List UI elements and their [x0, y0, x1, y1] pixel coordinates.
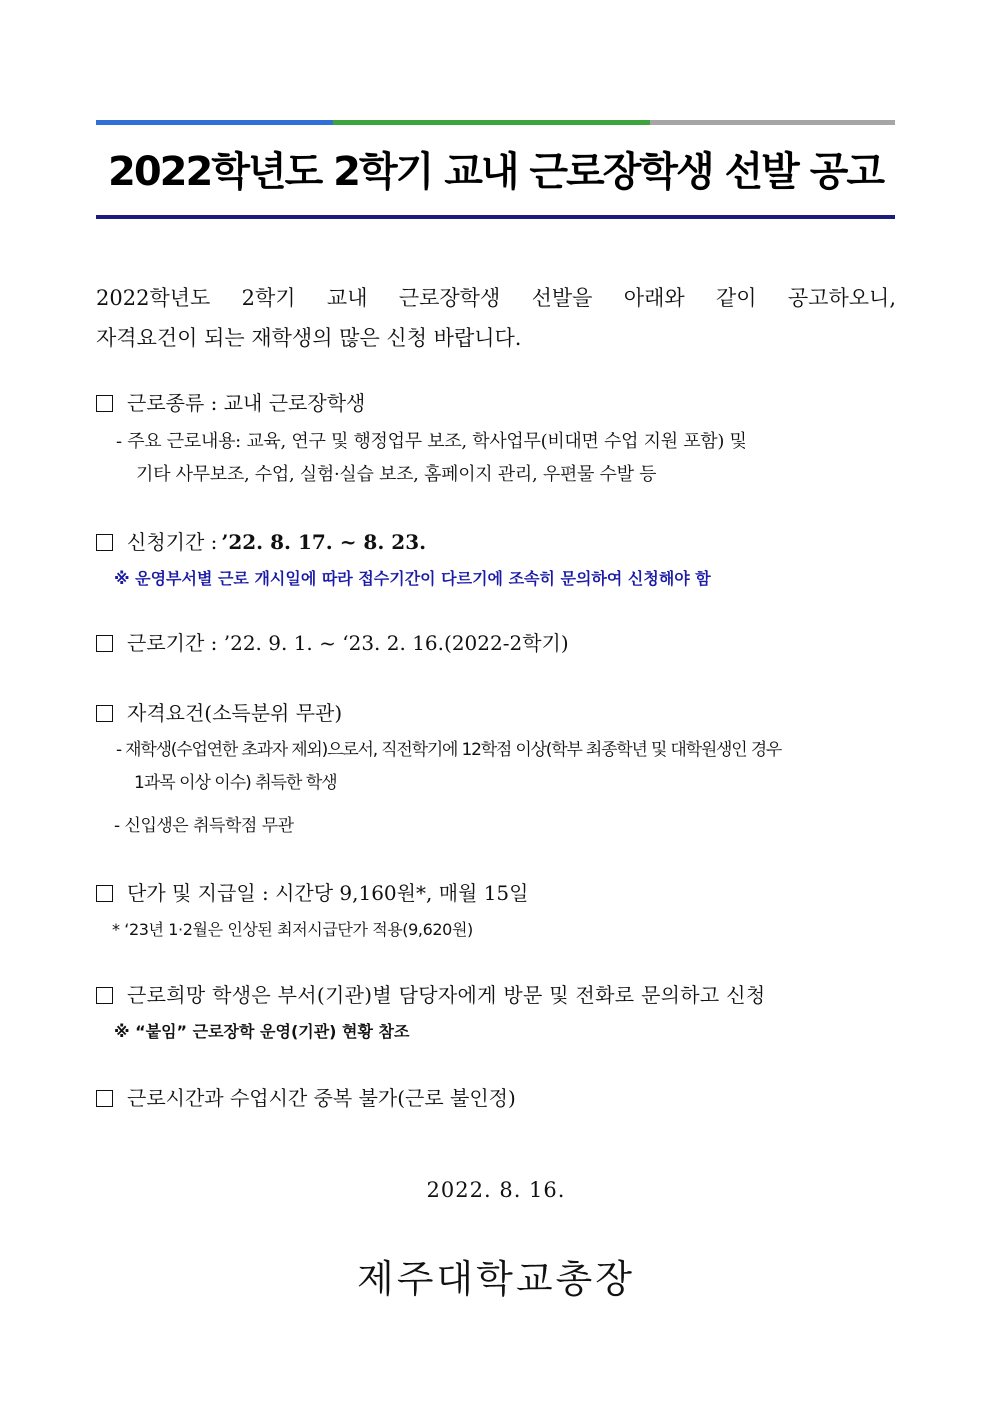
eligibility-detail-2: 1과목 이상 이수) 취득한 학생: [134, 773, 337, 793]
intro-paragraph: [96, 278, 896, 358]
title-bar-gray: [650, 120, 895, 125]
title-color-bar: [96, 120, 895, 125]
notice-date: 2022. 8. 16.: [426, 1178, 566, 1202]
section-work-period: [96, 628, 906, 658]
apply-period-note: ※ 운영부서별 근로 개시일에 따라 접수기간이 다르기에 조속히 문의하여 신청해야 함: [114, 569, 711, 588]
title-bar-blue: [96, 120, 333, 125]
checkbox-icon: [96, 885, 113, 902]
apply-period-label: 신청기간 :: [127, 530, 218, 554]
section-pay: [96, 878, 906, 944]
intro-line-1: 2022학년도 2학기 교내 근로장학생 선발을 아래와 같이 공고하오니,: [96, 286, 896, 310]
pay-note: * ‘23년 1·2월은 인상된 최저시급단가 적용(9,620원): [112, 920, 473, 939]
eligibility-detail-1: - 재학생(수업연한 초과자 제외)으로서, 직전학기에 12학점 이상(학부 최종학년 및 대학원생인 경우: [116, 740, 782, 760]
section-heading: [96, 1083, 906, 1113]
section-work-type: [96, 388, 906, 491]
checkbox-icon: [96, 1090, 113, 1107]
contact-note: ※ “붙임” 근로장학 운영(기관) 현황 참조: [114, 1022, 410, 1041]
eligibility-heading: 자격요건(소득분위 무관): [127, 701, 343, 725]
section-overlap: [96, 1083, 906, 1113]
apply-period-dates: ’22. 8. 17. ~ 8. 23.: [221, 530, 427, 554]
checkbox-icon: [96, 987, 113, 1004]
document-title: 2022학년도 2학기 교내 근로장학생 선발 공고: [107, 149, 884, 195]
work-period-heading: 근로기간 : ’22. 9. 1. ~ ‘23. 2. 16.(2022-2학기): [127, 631, 569, 655]
title-bar-green: [333, 120, 650, 125]
section-eligibility: [96, 698, 906, 843]
section-heading: [96, 980, 906, 1010]
section-heading: [96, 878, 906, 908]
intro-line-2: 자격요건이 되는 재학생의 많은 신청 바랍니다.: [96, 326, 522, 350]
section-heading: [96, 628, 906, 658]
section-heading: [96, 698, 906, 728]
eligibility-detail-3: - 신입생은 취득학점 무관: [114, 816, 294, 836]
checkbox-icon: [96, 534, 113, 551]
checkbox-icon: [96, 635, 113, 652]
checkbox-icon: [96, 705, 113, 722]
work-type-heading: 근로종류 : 교내 근로장학생: [127, 391, 366, 415]
overlap-heading: 근로시간과 수업시간 중복 불가(근로 불인정): [127, 1086, 516, 1110]
section-heading: [96, 388, 906, 418]
work-type-detail-1: - 주요 근로내용: 교육, 연구 및 행정업무 보조, 학사업무(비대면 수업 지원 포함) 및: [116, 431, 747, 452]
work-type-detail-2: 기타 사무보조, 수업, 실험·실습 보조, 홈페이지 관리, 우편물 수발 등: [136, 464, 657, 485]
section-apply-period: [96, 527, 906, 593]
checkbox-icon: [96, 395, 113, 412]
pay-heading: 단가 및 지급일 : 시간당 9,160원*, 매월 15일: [127, 881, 529, 905]
contact-heading: 근로희망 학생은 부서(기관)별 담당자에게 방문 및 전화로 문의하고 신청: [127, 983, 766, 1007]
section-contact: [96, 980, 906, 1046]
section-heading: [96, 527, 906, 557]
signer-name: 제주대학교총장: [357, 1257, 635, 1301]
title-underline: [96, 215, 895, 219]
